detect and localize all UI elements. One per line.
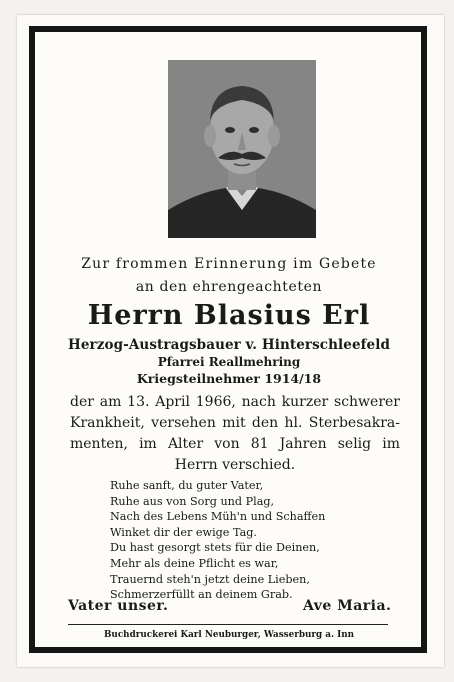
deceased-name: Herrn Blasius Erl [87, 300, 371, 331]
intro-line: Zur frommen Erinnerung im Gebete [81, 256, 377, 272]
poem-line: Du hast gesorgt stets für die Deinen, [110, 541, 320, 555]
death-notice-line: menten, im Alter von 81 Jahren selig im [70, 436, 400, 452]
poem-line: Trauernd steh'n jetzt deine Lieben, [110, 572, 310, 586]
poem-line: Mehr als deine Pflicht es war, [110, 556, 279, 570]
prayer-hail-mary: Ave Maria. [303, 598, 392, 614]
portrait-photo [168, 60, 316, 238]
death-notice-paragraph [70, 392, 400, 476]
deceased-title: Herzog-Austragsbauer v. Hinterschleefeld [67, 337, 391, 353]
death-notice-line: Krankheit, versehen mit den hl. Sterbesakra- [70, 415, 400, 431]
divider [68, 624, 388, 625]
intro-line-2: an den ehrengeachteten [135, 279, 323, 295]
death-notice-line: der am 13. April 1966, nach kurzer schwerer [70, 394, 400, 410]
death-notice-line: Herrn verschied. [174, 457, 296, 473]
poem-line: Nach des Lebens Müh'n und Schaffen [110, 510, 326, 524]
memorial-poem [110, 478, 325, 603]
printer-credit: Buchdruckerei Karl Neuburger, Wasserburg a. Inn [104, 630, 354, 640]
prayer-our-father: Vater unser. [68, 598, 169, 614]
veteran-line: Kriegsteilnehmer 1914/18 [136, 371, 322, 386]
parish-line: Pfarrei Reallmehring [157, 355, 301, 369]
poem-line: Schmerzerfüllt an deinem Grab. [110, 588, 293, 602]
poem-line: Ruhe aus von Sorg und Plag, [110, 494, 275, 508]
poem-line: Winket dir der ewige Tag. [110, 525, 257, 539]
poem-line: Ruhe sanft, du guter Vater, [110, 479, 264, 492]
